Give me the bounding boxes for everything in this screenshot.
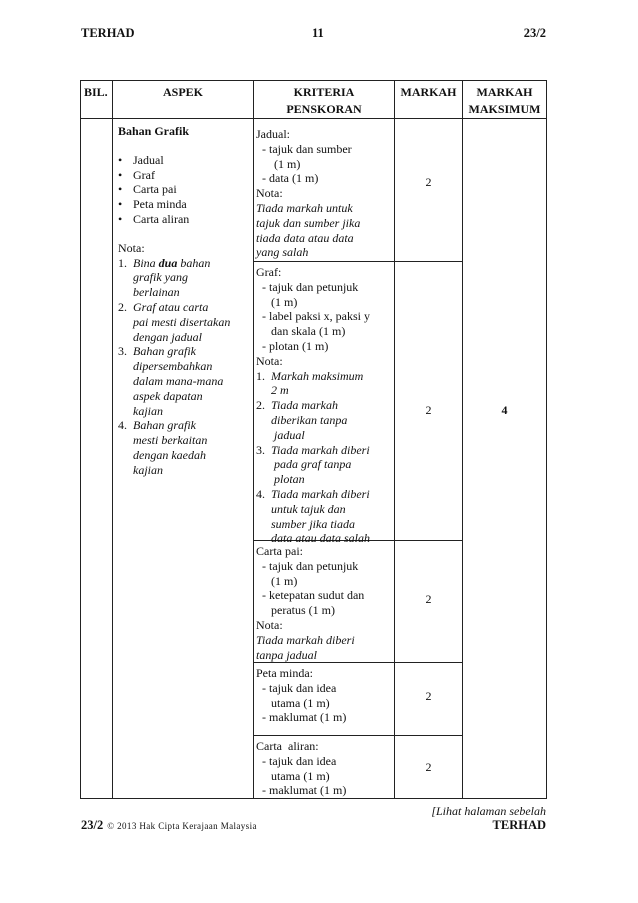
aspek-note-1: 1. Bina dua bahan grafik yang berlainan	[118, 255, 211, 300]
footer-right: TERHAD	[492, 818, 546, 832]
markah-jadual: 2	[425, 175, 432, 189]
list-item: • Peta minda	[118, 197, 187, 212]
header-aspek: ASPEK	[162, 85, 203, 99]
list-item: • Carta pai	[118, 182, 177, 197]
markah-maksimum-value: 4	[501, 403, 508, 417]
footer-left: 23/2 © 2013 Hak Cipta Kerajaan Malaysia	[81, 818, 257, 832]
kriteria-carta-aliran: Carta aliran: - tajuk dan idea utama (1 m) - maklumat (1 m)	[256, 739, 347, 798]
header-kriteria: KRITERIA PENSKORAN	[286, 85, 362, 116]
aspek-note-4: 4. Bahan grafik mesti berkaitan dengan kaedah kajian	[118, 418, 208, 477]
list-item: • Carta aliran	[118, 211, 190, 226]
header-markah-maksimum: MARKAH MAKSIMUM	[468, 85, 541, 116]
list-item: • Graf	[118, 167, 155, 182]
aspek-note-3: 3. Bahan grafik dipersembahkan dalam mana-mana aspek dapatan kajian	[118, 344, 224, 418]
list-item: • Jadual	[118, 152, 164, 167]
header-right: 23/2	[523, 26, 546, 40]
markah-carta-pai: 2	[425, 592, 432, 606]
header-bil: BIL.	[84, 85, 108, 99]
kriteria-graf: Graf: - tajuk dan petunjuk (1 m) - label paksi x, paksi y dan skala (1 m) - plotan (1 m) Nota: 1. Markah maksimum 2 m 2. Tiada markah diberikan tanpa jadual 3. Tiada markah diberi pada graf tanpa plotan 4. Tiada markah diberi untuk tajuk dan sumber jika tiada data atau data salah	[256, 265, 371, 546]
aspek-title: Bahan Grafik	[118, 124, 190, 138]
header-markah: MARKAH	[400, 85, 457, 99]
markah-graf: 2	[425, 403, 432, 417]
kriteria-jadual: Jadual: - tajuk dan sumber (1 m) - data (1 m) Nota: Tiada markah untuk tajuk dan sumber jika tiada data atau data yang salah	[256, 127, 361, 260]
aspek-cell	[118, 124, 230, 478]
aspek-nota-label: Nota:	[118, 240, 145, 255]
markah-carta-aliran: 2	[425, 760, 432, 774]
next-page-note: [Lihat halaman sebelah	[431, 804, 546, 818]
markah-peta-minda: 2	[425, 689, 432, 703]
aspek-note-2: 2. Graf atau carta pai mesti disertakan dengan jadual	[118, 299, 231, 344]
page-number: 11	[312, 26, 324, 40]
kriteria-peta-minda: Peta minda: - tajuk dan idea utama (1 m) - maklumat (1 m)	[256, 666, 347, 725]
header-left: TERHAD	[81, 26, 135, 40]
kriteria-carta-pai: Carta pai: - tajuk dan petunjuk (1 m) - ketepatan sudut dan peratus (1 m) Nota: Tiada markah diberi tanpa jadual	[256, 544, 365, 662]
